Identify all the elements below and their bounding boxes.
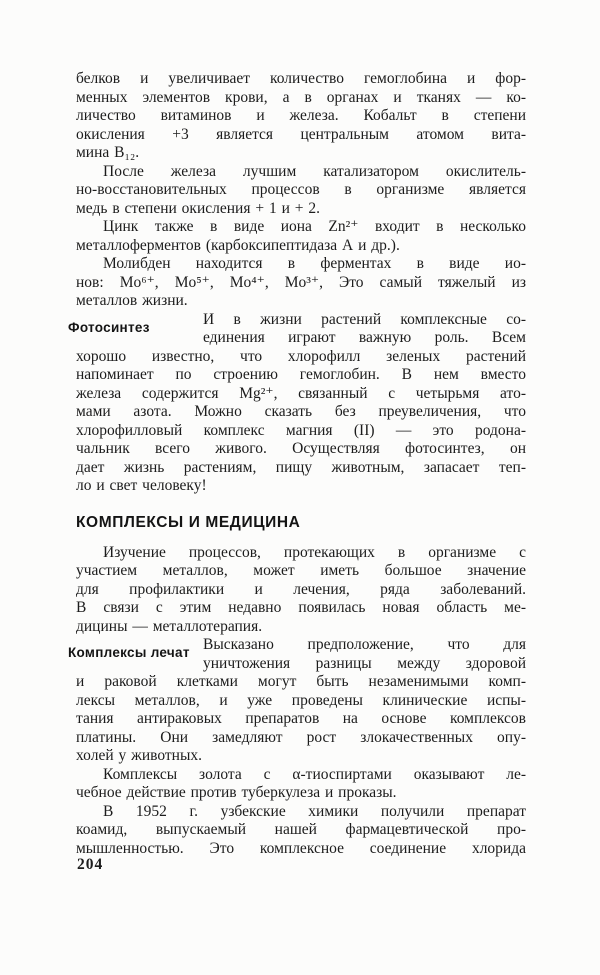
- text-line: менных элементов крови, а в органах и тканях — ко-: [76, 88, 526, 106]
- margin-heading-label: Фотосинтез: [68, 319, 150, 335]
- text-line: личество витаминов и железа. Кобальт в степени: [76, 107, 526, 124]
- text-line: мышленностью. Это комплексное соединение хлорида: [76, 839, 526, 857]
- text-line: чальник всего живого. Осуществляя фотосинтез, он: [76, 440, 526, 457]
- section-heading: КОМПЛЕКСЫ И МЕДИЦИНА: [76, 513, 301, 531]
- text-line: нов: Mo⁶⁺, Mo⁵⁺, Mo⁴⁺, Mo³⁺, Это самый тяжелый из: [76, 273, 526, 291]
- paragraph-koamid: [76, 803, 526, 859]
- text-line: для профилактики и лечения, ряда заболеваний.: [76, 580, 526, 598]
- text-line: ло и свет человеку!: [76, 477, 207, 494]
- text-line: лексы металлов, и уже проведены клинические испы-: [76, 691, 526, 709]
- margin-heading-complexes-treat: [68, 636, 203, 673]
- text-line: дает жизнь растениям, пищу животным, запасает теп-: [76, 458, 526, 476]
- text-line: И в жизни растений комплексные со-: [203, 310, 526, 328]
- text-line: тания антираковых препаратов на основе комплексов: [76, 710, 526, 727]
- page-number: 204: [77, 856, 104, 873]
- text-line: Комплексы золота с α-тиоспиртами оказывают ле-: [103, 765, 526, 783]
- text-line: белков и увеличивает количество гемоглобина и фор-: [76, 70, 526, 87]
- text-line: Изучение процессов, протекающих в организме с: [103, 543, 526, 561]
- margin-heading-photosynthesis: [68, 311, 203, 348]
- text-line: единения играют важную роль. Всем: [203, 329, 526, 346]
- text-line: медь в степени окисления + 1 и + 2.: [76, 199, 320, 217]
- text-line: хлорофилловый комплекс магния (II) — это родона-: [76, 421, 526, 439]
- text-line: и раковой клетками могут быть незаменимыми комп-: [76, 673, 526, 690]
- paragraph-metallotherapy: [76, 544, 526, 637]
- text-line: железа содержится Mg²⁺, связанный с четырьмя ато-: [76, 384, 526, 402]
- text-line: чебное действие против туберкулеза и проказы.: [76, 784, 397, 801]
- text-line: напоминает по строению гемоглобин. В нем вместо: [76, 366, 526, 383]
- text-line: Высказано предположение, что для: [203, 636, 526, 653]
- paragraph-molybdenum: [76, 255, 526, 311]
- text-line: коамид, выпускаемый нашей фармацевтической про-: [76, 821, 526, 838]
- margin-heading-label: Комплексы лечат: [68, 645, 190, 660]
- text-line: холей у животных.: [76, 747, 202, 764]
- text-line: уничтожения разницы между здоровой: [203, 654, 526, 672]
- text-line: После железа лучшим катализатором окислитель-: [103, 162, 526, 180]
- paragraph-gold-complexes: [76, 766, 526, 803]
- text-column: [68, 70, 526, 858]
- text-line: В 1952 г. узбекские химики получили препарат: [103, 802, 526, 820]
- text-line: Цинк также в виде иона Zn²⁺ входит в несколько: [103, 218, 526, 235]
- text-line: хорошо известно, что хлорофилл зеленых растений: [76, 347, 526, 365]
- text-line: платины. Они замедляют рост злокачественных опу-: [76, 728, 526, 746]
- text-line: В связи с этим недавно появилась новая область ме-: [76, 599, 526, 616]
- paragraph-continuation-cobalt: [76, 70, 526, 163]
- text-line: окисления +3 является центральным атомом вита-: [76, 125, 526, 143]
- text-line: но-восстановительных процессов в организме является: [76, 181, 526, 198]
- text-line: металлоферментов (карбоксипептидаза А и др.).: [76, 236, 400, 254]
- paragraph-copper: [76, 163, 526, 219]
- text-line: Молибден находится в ферментах в виде ио-: [103, 255, 526, 272]
- text-line: мина B₁₂.: [76, 144, 140, 161]
- text-line: мами азота. Можно сказать без преувеличения, что: [76, 403, 526, 420]
- text-line: металлов жизни.: [76, 292, 188, 309]
- text-line: дицины — металлотерапия.: [76, 617, 263, 635]
- paragraph-zinc: [76, 218, 526, 255]
- paragraph-photosynthesis: [68, 310, 526, 496]
- paragraph-complexes-treat: [68, 636, 526, 766]
- text-line: участием металлов, может иметь большое значение: [76, 562, 526, 579]
